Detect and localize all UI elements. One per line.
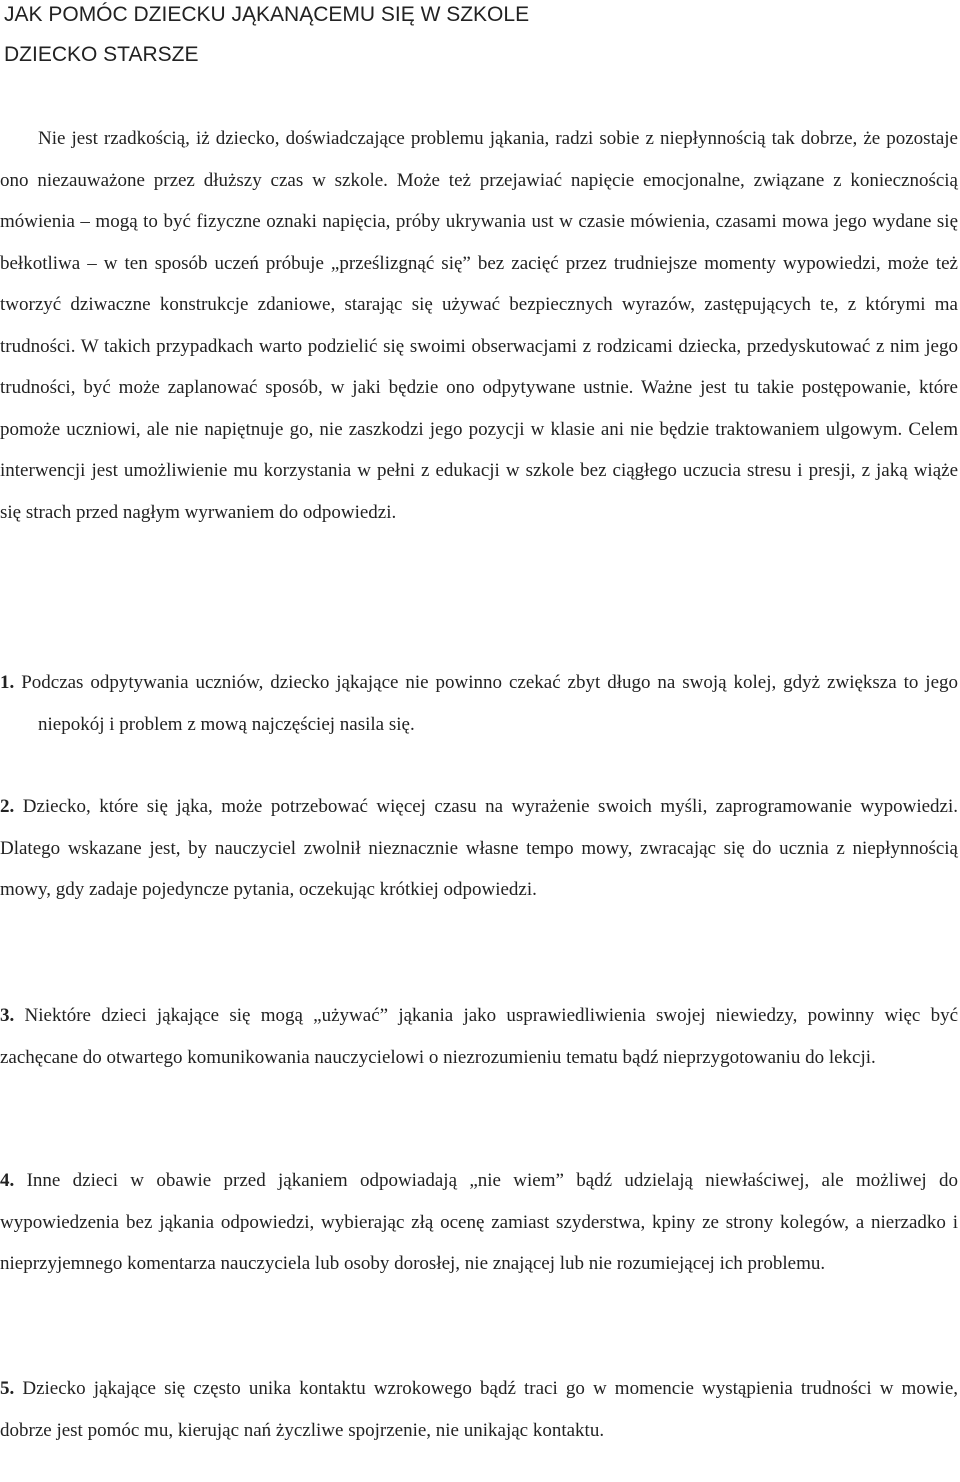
list-item-number: 5. [0, 1378, 15, 1399]
document-title: JAK POMÓC DZIECKU JĄKANĄCEMU SIĘ W SZKOLE [4, 3, 530, 26]
list-item-number: 4. [0, 1170, 15, 1191]
list-item-text: Podczas odpytywania uczniów, dziecko jąkające nie powinno czekać zbyt długo na swoją kolej, gdyż zwiększa to jego niepokój i problem z mową najczęściej nasila się. [21, 672, 959, 735]
document-subtitle: DZIECKO STARSZE [4, 43, 199, 66]
list-item-text: Dziecko jąkające się często unika kontaktu wzrokowego bądź traci go w momencie wystąpienia trudności w mowie, dobrze jest pomóc mu, kierując nań życzliwe spojrzenie, nie unikając kontaktu. [0, 1378, 959, 1441]
list-item-text: Inne dzieci w obawie przed jąkaniem odpowiadają „nie wiem” bądź udzielają niewłaściwej, ale możliwej do wypowiedzenia bez jąkania odpowiedzi, wybierając złą ocenę zamiast szyderstwa, kpiny ze strony kolegów, a nierzadko i nieprzyjemnego komentarza nauczyciela lub osoby dorosłej, nie znającej lub nie rozumiejącej ich problemu. [0, 1170, 958, 1274]
list-item-number: 3. [0, 1005, 15, 1026]
list-item [0, 662, 958, 745]
list-item-text: Niektóre dzieci jąkające się mogą „używać” jąkania jako usprawiedliwienia swojej niewiedzy, powinny więc być zachęcane do otwartego komunikowania nauczycielowi o niezrozumieniu tematu bądź nieprzygotowaniu do lekcji. [0, 1005, 958, 1068]
list-item-number: 1. [0, 672, 15, 693]
list-item [0, 1160, 958, 1285]
list-item [0, 995, 958, 1078]
intro-paragraph: Nie jest rzadkością, iż dziecko, doświadczające problemu jąkania, radzi sobie z niepłynnością tak dobrze, że pozostaje ono niezauważone przez dłuższy czas w szkole. Może też przejawiać napięcie emocjonalne, związane z koniecznością mówienia – mogą to być fizyczne oznaki napięcia, próby ukrywania ust w czasie mówienia, czasami mowa jego wydane się bełkotliwa – w ten sposób uczeń próbuje „prześlizgnąć się” bez zacięć przez trudniejsze momenty wypowiedzi, może też tworzyć dziwaczne konstrukcje zdaniowe, starając się używać bezpiecznych wyrazów, zastępujących te, z którymi ma trudności. W takich przypadkach warto podzielić się swoimi obserwacjami z rodzicami dziecka, przedyskutować z nim jego trudności, być może zaplanować sposób, w jaki będzie ono odpytywane ustnie. Ważne jest tu takie postępowanie, które pomoże uczniowi, ale nie napiętnuje go, nie zaszkodzi jego pozycji w klasie ani nie będzie traktowaniem ulgowym. Celem interwencji jest umożliwienie mu korzystania w pełni z edukacji w szkole bez ciągłego uczucia stresu i presji, z jaką wiąże się strach przed nagłym wyrwaniem do odpowiedzi. [0, 128, 958, 523]
list-item [0, 1368, 958, 1451]
list-item [0, 786, 958, 911]
list-item-number: 2. [0, 796, 15, 817]
list-item-text: Dziecko, które się jąka, może potrzebować więcej czasu na wyrażenie swoich myśli, zaprogramowanie wypowiedzi. Dlatego wskazane jest, by nauczyciel zwolnił nieznacznie własne tempo mowy, zwracając się do ucznia z niepłynnością mowy, gdy zadaje pojedyncze pytania, oczekując krótkiej odpowiedzi. [0, 796, 958, 900]
